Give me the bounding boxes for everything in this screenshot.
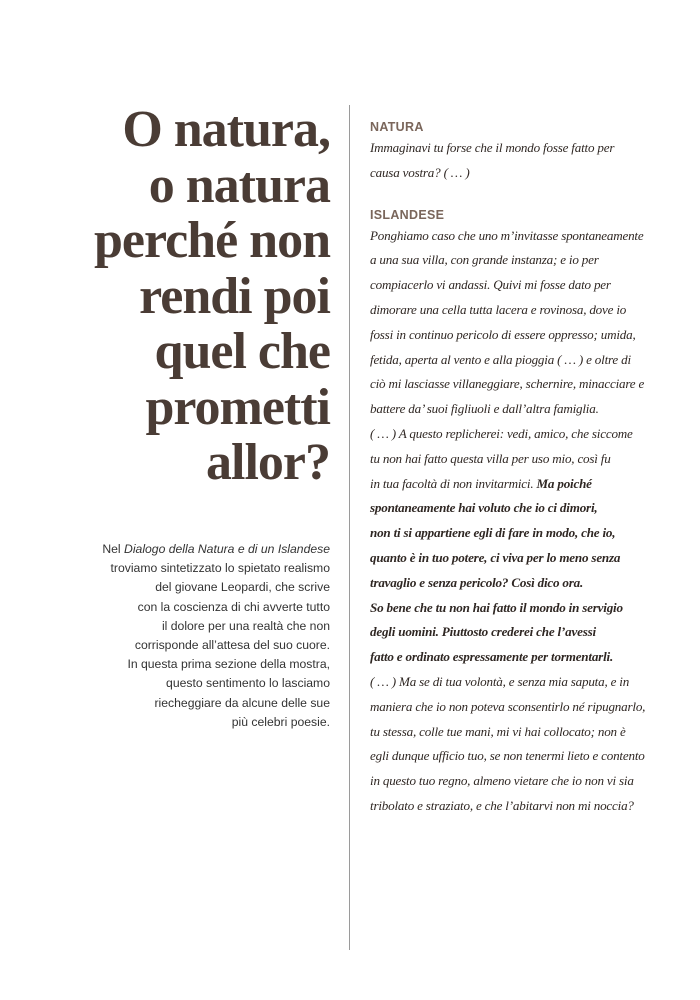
speech-line-bold: travaglio e senza pericolo? Così dico ora.	[370, 574, 584, 590]
speech-line-bold: quanto è in tuo potere, ci viva per lo meno senza	[370, 549, 621, 565]
speech-line	[370, 472, 660, 497]
intro-line: del giovane Leopardi, che scrive	[155, 580, 330, 595]
speech-line: ciò mi lasciasse villaneggiare, schernire, minacciare e	[370, 376, 645, 392]
title-line: o natura	[148, 156, 330, 214]
speech-line: Ponghiamo caso che uno m’invitasse spontaneamente	[370, 227, 644, 243]
speech-line: battere da’ suoi figliuoli e dall’altra famiglia.	[370, 401, 599, 417]
speech-line: causa vostra? ( … )	[370, 164, 470, 180]
speech-line: dimorare una cella tutta lacera e rovinosa, dove io	[370, 301, 627, 317]
speech-line-bold-part: Ma poiché	[536, 475, 592, 491]
speech-line: tribolato e straziato, e che l’abitarvi non mi noccia?	[370, 797, 634, 813]
title-line: allor?	[206, 434, 330, 491]
speech-line-bold: So bene che tu non hai fatto il mondo in servigio	[370, 599, 623, 615]
work-title: Dialogo della Natura e di un Islandese	[124, 542, 330, 556]
intro-line: riecheggiare da alcune delle sue	[154, 695, 330, 710]
speech-line: ( … ) A questo replicherei: vedi, amico, che siccome	[370, 425, 633, 441]
speech-line: compiacerlo vi andassi. Quivi mi fosse dato per	[370, 277, 611, 293]
intro-line: In questa prima sezione della mostra,	[127, 657, 330, 672]
title-line: O natura,	[122, 101, 330, 158]
speech-line: ( … ) Ma se di tua volontà, e senza mia saputa, e in	[370, 673, 630, 689]
speech-line: maniera che io non poteva sconsentirlo né ripugnarlo,	[370, 698, 646, 714]
speech-line-normal-part: in tua facoltà di non invitarmici.	[370, 475, 537, 491]
intro-line: con la coscienza di chi avverte tutto	[137, 599, 330, 614]
speaker-label-islandese: ISLANDESE	[370, 207, 445, 222]
speech-line: tu stessa, colle tue mani, mi vi hai collocato; non è	[370, 723, 626, 739]
speech-line-bold: degli uomini. Piuttosto crederei che l’avessi	[370, 624, 596, 640]
speech-line-bold: fatto e ordinato espressamente per tormentarli.	[370, 649, 614, 665]
speaker-label-natura: NATURA	[370, 120, 424, 134]
intro-paragraph	[50, 540, 330, 732]
dialogue-column	[370, 118, 660, 819]
speech-line: fossi in continuo pericolo di essere oppresso; umida,	[370, 326, 636, 342]
intro-prefix: Nel	[102, 542, 125, 556]
title-line: quel che	[154, 323, 330, 380]
page-title	[10, 102, 330, 491]
speech-line: Immaginavi tu forse che il mondo fosse fatto per	[370, 140, 615, 155]
intro-line: il dolore per una realtà che non	[161, 618, 330, 633]
intro-line: troviamo sintetizzato lo spietato realismo	[110, 561, 330, 576]
islandese-speech	[370, 224, 660, 819]
title-line: rendi poi	[139, 267, 330, 325]
intro-line: più celebri poesie.	[231, 714, 330, 729]
intro-line: corrisponde all’attesa del suo cuore.	[134, 638, 330, 653]
intro-line: questo sentimento lo lasciamo	[166, 676, 330, 691]
speech-line: tu non hai fatto questa villa per uso mio, così fu	[370, 450, 611, 466]
column-divider	[349, 105, 350, 950]
title-line: perché non	[93, 212, 330, 269]
title-line: prometti	[145, 378, 330, 436]
speech-line-bold: spontaneamente hai voluto che io ci dimori,	[370, 500, 598, 516]
speech-line: in questo tuo regno, almeno vietare che io non vi sia	[370, 773, 634, 789]
speech-line: a una sua villa, con grande instanza; e io per	[370, 252, 599, 268]
speech-line: egli dunque ufficio tuo, se non tenermi lieto e contento	[370, 748, 645, 764]
natura-speech	[370, 136, 660, 186]
speech-line-bold: non ti si appartiene egli di fare in modo, che io,	[370, 525, 616, 541]
speech-line: fetida, aperta al vento e alla pioggia ( … ) e oltre di	[370, 351, 631, 367]
intro-line	[50, 540, 330, 559]
